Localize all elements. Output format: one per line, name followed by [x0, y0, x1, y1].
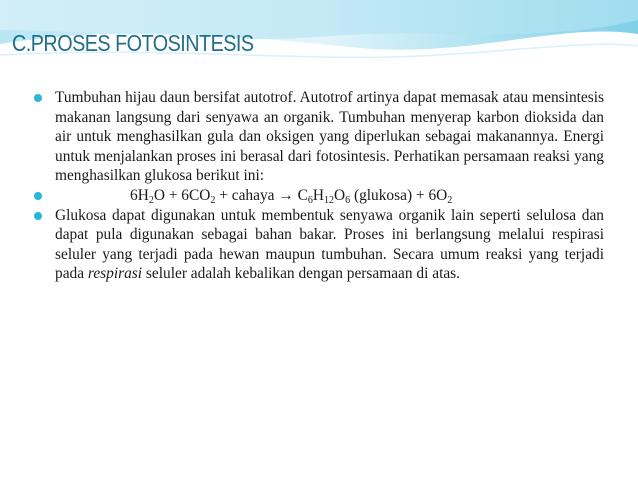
equation-part: O + 6CO — [153, 186, 211, 204]
equation-subscript: 2 — [210, 194, 216, 206]
bullet-1-text: Tumbuhan hijau daun bersifat autotrof. Autotrof artinya dapat memasak atau mensintesis makanan langsung dari senyawa an organik. Tumbuhan menyerap karbon dioksida dan air untuk menghasilkan gula dan oksigen yang diperlukan sebagai makanannya. Energi untuk menjalankan proses ini berasal dari fotosintesis. Perhatikan persamaan reaksi yang menghasilkan glukosa berikut ini: — [55, 89, 604, 185]
equation-subscript: 12 — [323, 194, 334, 206]
equation-part: O — [333, 186, 346, 204]
bullet-3-text-end: seluler adalah kebalikan dengan persamaan di atas. — [142, 265, 461, 283]
slide-body — [36, 88, 604, 284]
bullet-3-text-start: Glukosa dapat digunakan untuk membentuk senyawa organik lain seperti selulosa dan dapat pula digunakan sebagai bahan bakar. Proses ini berlangsung melalui respirasi seluler yang terjadi pada hewan maupun tumbuhan. Secara umum reaksi yang terjadi pada — [55, 206, 604, 283]
bullet-3-italic-term: respirasi — [87, 265, 143, 283]
equation-part: + cahaya → C — [215, 186, 308, 204]
bullet-dot-icon — [34, 212, 42, 220]
bullet-item-1 — [36, 88, 604, 186]
bullet-dot-icon — [34, 192, 42, 200]
bullet-item-3 — [36, 206, 604, 284]
equation-part: (glukosa) + 6O — [350, 186, 448, 204]
equation-subscript: 6 — [307, 194, 313, 206]
bullet-item-equation — [36, 186, 604, 206]
equation-part: H — [312, 186, 324, 204]
equation-subscript: 2 — [148, 194, 154, 206]
equation-part: 6H — [130, 186, 149, 204]
equation-subscript: 6 — [345, 194, 351, 206]
bullet-dot-icon — [34, 94, 42, 102]
slide-title: C.PROSES FOTOSINTESIS — [12, 30, 254, 56]
equation-subscript: 2 — [447, 194, 453, 206]
